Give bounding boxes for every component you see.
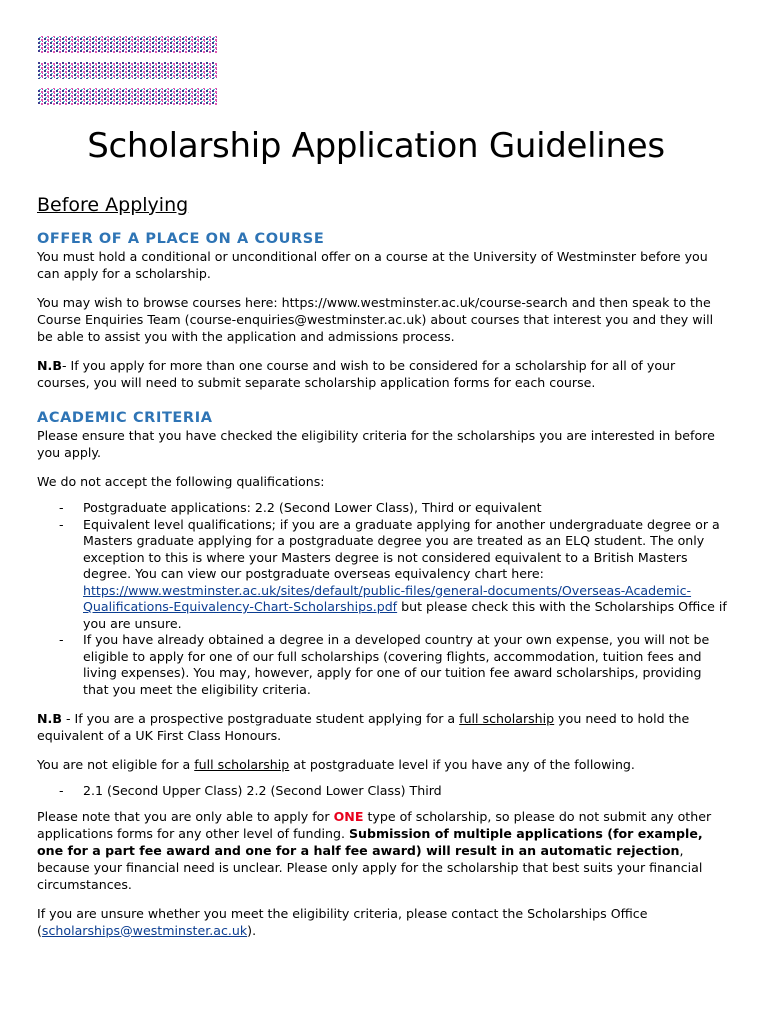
text: If you are unsure whether you meet the eligibility criteria, please contact the Scholarships Office ( bbox=[37, 905, 648, 938]
text: , because your financial need is unclear. Please only apply for the scholarship that best suits your financial circumstances. bbox=[37, 842, 703, 892]
page-title: Scholarship Application Guidelines bbox=[87, 126, 665, 166]
list-item-text: but please check this with the Scholarships Office if you are unsure. bbox=[83, 599, 727, 631]
heading-academic-criteria: ACADEMIC CRITERIA bbox=[37, 410, 213, 426]
text: type of scholarship, so please do not submit any other applications forms for any other level of funding. bbox=[37, 808, 712, 841]
list-item: - Postgraduate applications: 2.2 (Second Lower Class), Third or equivalent bbox=[37, 500, 727, 517]
offer-paragraph-2: You may wish to browse courses here: https://www.westminster.ac.uk/course-search and then speak to the Course Enquiries Team (course-enquiries@westminster.ac.uk) about courses that interest you and they will be able to assist you with the application and admissions process. bbox=[37, 295, 714, 344]
offer-nb-text: - If you apply for more than one course and wish to be considered for a scholarship for all of your courses, you will need to submit separate scholarship application forms for each course. bbox=[37, 358, 676, 390]
list-item: - If you have already obtained a degree in a developed country at your own expense, you will not be eligible to apply for one of our full scholarships (covering flights, accommodation, tuition fees and living expenses). You may, however, apply for one of our tuition fee award scholarships, providing that you meet the eligibility criteria. bbox=[37, 632, 727, 698]
not-eligible-paragraph bbox=[37, 756, 727, 773]
list-item-text: Equivalent level qualifications; if you are a graduate applying for another undergraduate degree or a Masters graduate applying for a postgraduate degree you are treated as an ELQ student. The only exception to this is where your Masters degree is not considered equivalent to a British Masters degree. You can view our postgraduate overseas equivalency chart here: bbox=[83, 516, 720, 581]
document-body bbox=[37, 194, 727, 951]
university-logo bbox=[38, 34, 218, 108]
nb-label: N.B bbox=[37, 711, 62, 726]
excluded-qualifications-list bbox=[37, 500, 727, 698]
section-heading-before-applying: Before Applying bbox=[37, 194, 189, 216]
academic-nb-paragraph bbox=[37, 710, 727, 744]
full-scholarship-text: full scholarship bbox=[459, 711, 555, 726]
one-scholarship-paragraph bbox=[37, 808, 727, 893]
nb-text: - If you are a prospective postgraduate student applying for a bbox=[61, 711, 460, 726]
rejection-warning: Submission of multiple applications (for example, one for a part fee award and one for a half fee award) will result in an automatic rejection bbox=[37, 825, 703, 858]
academic-paragraph-2: We do not accept the following qualifications: bbox=[37, 474, 325, 489]
text: at postgraduate level if you have any of the following. bbox=[289, 757, 635, 772]
academic-paragraph-1: Please ensure that you have checked the eligibility criteria for the scholarships you are interested in before you apply. bbox=[37, 428, 715, 460]
nb-label: N.B bbox=[37, 358, 62, 373]
contact-paragraph bbox=[37, 905, 727, 939]
equivalency-chart-link[interactable]: https://www.westminster.ac.uk/sites/default/public-files/general-documents/Overseas-Academic-Qualifications-Equivalency-Chart-Scholarships.pdf bbox=[83, 582, 692, 614]
heading-offer-of-place: OFFER OF A PLACE ON A COURSE bbox=[37, 231, 325, 247]
ineligible-grades-list bbox=[37, 783, 727, 800]
list-item: - 2.1 (Second Upper Class) 2.2 (Second Lower Class) Third bbox=[37, 783, 727, 800]
list-item bbox=[37, 517, 727, 633]
scholarships-email-link[interactable]: scholarships@westminster.ac.uk bbox=[41, 922, 248, 938]
one-emphasis: ONE bbox=[333, 808, 364, 824]
offer-paragraph-1: You must hold a conditional or unconditional offer on a course at the University of Westminster before you can apply for a scholarship. bbox=[37, 249, 708, 281]
text: You are not eligible for a bbox=[37, 757, 195, 772]
offer-nb-paragraph bbox=[37, 357, 727, 391]
text: Please note that you are only able to apply for bbox=[37, 808, 334, 824]
full-scholarship-text: full scholarship bbox=[194, 757, 290, 772]
nb-text: you need to hold the equivalent of a UK First Class Honours. bbox=[37, 711, 690, 743]
text: ). bbox=[247, 922, 257, 938]
